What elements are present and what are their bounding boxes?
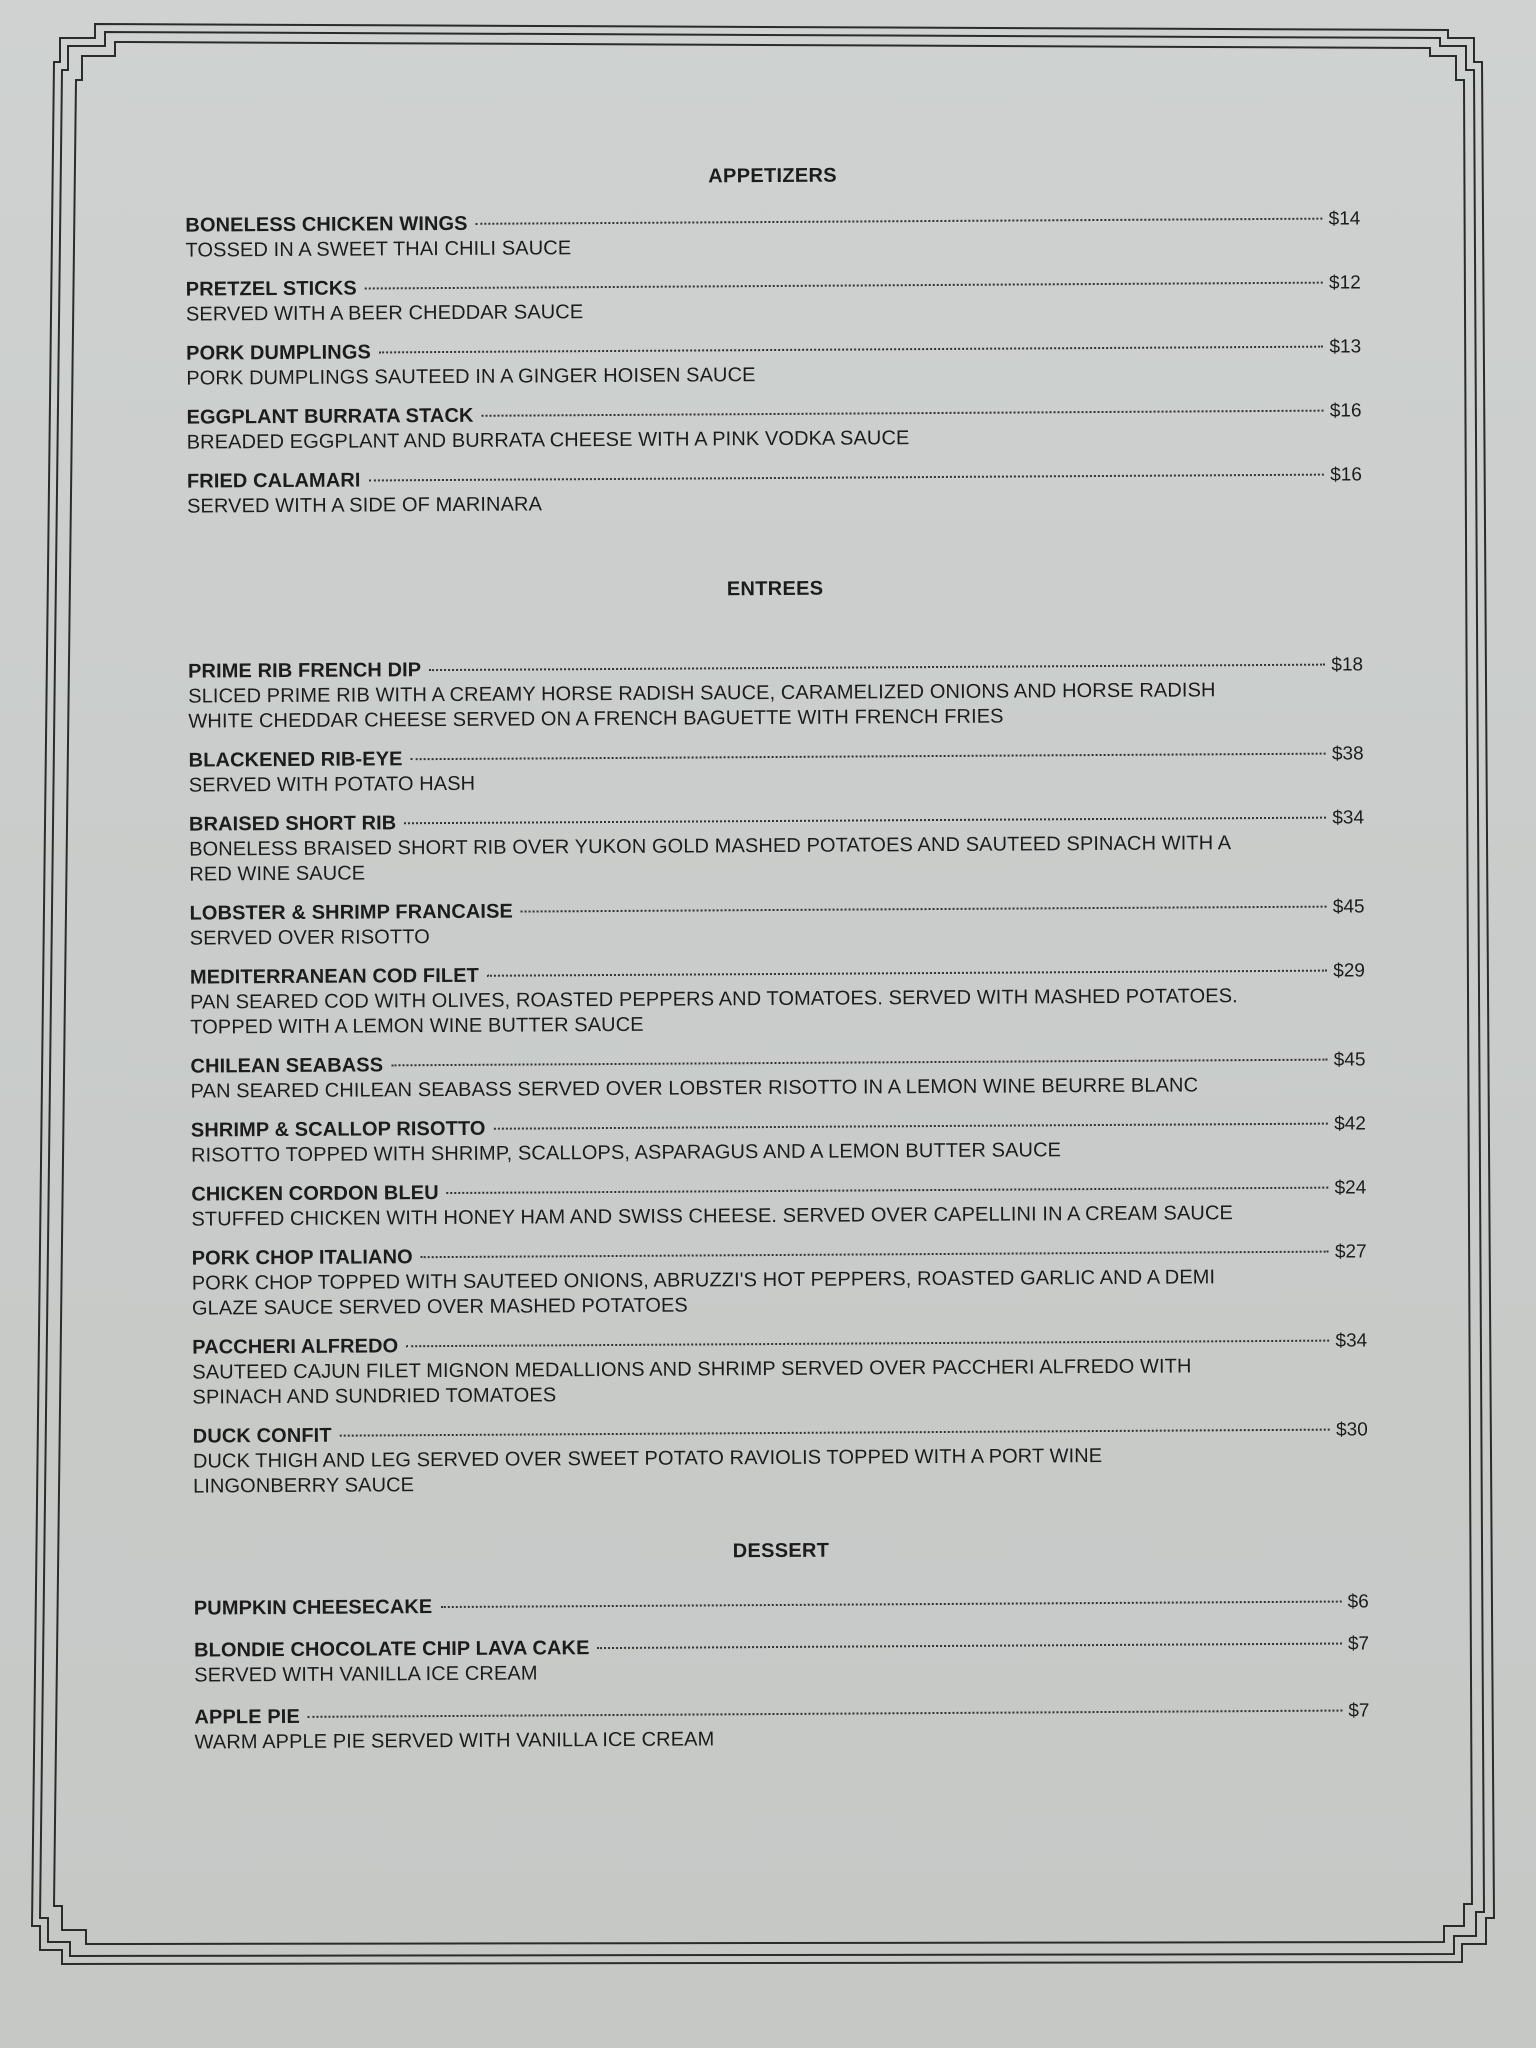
- menu-item-description: SERVED WITH A BEER CHEDDAR SAUCE: [185, 301, 584, 326]
- dotted-leader: [365, 282, 1323, 290]
- menu-item: [186, 398, 1361, 455]
- menu-item-name: PRIME RIB FRENCH DIP: [188, 659, 422, 683]
- menu-item-description: TOSSED IN A SWEET THAI CHILI SAUCE: [185, 237, 572, 262]
- menu-item-name: FRIED CALAMARI: [186, 469, 361, 493]
- menu-item-price: $13: [1329, 336, 1362, 358]
- menu-section-dessert: [193, 1536, 1369, 1755]
- menu-item: [188, 652, 1363, 734]
- menu-item-price: $34: [1335, 1330, 1368, 1352]
- menu-item-description: PORK DUMPLINGS SAUTEED IN A GINGER HOISEN SAUCE: [186, 364, 756, 390]
- menu-item: [194, 1698, 1369, 1755]
- menu-item-name: CHILEAN SEABASS: [190, 1054, 384, 1078]
- menu-item: [186, 270, 1361, 327]
- menu-item-description: SERVED WITH A SIDE OF MARINARA: [187, 493, 543, 518]
- menu-item-description: PAN SEARED COD WITH OLIVES, ROASTED PEPPERS AND TOMATOES. SERVED WITH MASHED POTATOES. TOPPED WITH A LEMON WINE BUTTER SAUCE: [190, 985, 1238, 1039]
- menu-item-price: $27: [1334, 1241, 1367, 1263]
- menu-item: [187, 462, 1362, 519]
- menu-item-description: SAUTEED CAJUN FILET MIGNON MEDALLIONS AND SHRIMP SERVED OVER PACCHERI ALFREDO WITH SPINACH AND SUNDRIED TOMATOES: [192, 1355, 1192, 1409]
- menu-item: [194, 1589, 1369, 1621]
- menu-item-price: $14: [1328, 208, 1361, 230]
- menu-item-price: $30: [1335, 1419, 1368, 1441]
- dotted-leader: [487, 970, 1327, 977]
- menu-item-price: $38: [1331, 743, 1364, 765]
- dotted-leader: [340, 1429, 1330, 1437]
- menu-item-description: SERVED OVER RISOTTO: [189, 926, 430, 950]
- section-title: APPETIZERS: [708, 164, 837, 188]
- dotted-leader: [521, 906, 1327, 913]
- section-title: DESSERT: [732, 1539, 830, 1563]
- menu-item-name: PRETZEL STICKS: [185, 277, 357, 301]
- menu-item-name: BLONDIE CHOCOLATE CHIP LAVA CAKE: [193, 1637, 590, 1662]
- dotted-leader: [404, 817, 1326, 825]
- menu-item-price: $34: [1332, 807, 1365, 829]
- menu-item: [193, 1417, 1368, 1499]
- menu-item-price: $45: [1333, 1049, 1366, 1071]
- menu-item: [192, 1328, 1367, 1410]
- menu-item-description: WARM APPLE PIE SERVED WITH VANILLA ICE CREAM: [194, 1728, 715, 1754]
- dotted-leader: [429, 664, 1325, 671]
- menu-item-price: $24: [1334, 1177, 1367, 1199]
- menu-item: [192, 1239, 1367, 1321]
- menu-item-price: $42: [1334, 1113, 1366, 1135]
- dotted-leader: [308, 1710, 1342, 1718]
- menu-item-name: APPLE PIE: [194, 1705, 300, 1729]
- menu-item-name: BRAISED SHORT RIB: [188, 812, 397, 836]
- menu-item: [190, 1047, 1365, 1104]
- menu-item: [189, 805, 1364, 887]
- menu-section-appetizers: [185, 161, 1362, 519]
- menu-item-price: $16: [1329, 400, 1362, 422]
- menu-item-name: BONELESS CHICKEN WINGS: [185, 212, 468, 237]
- menu-item: [186, 334, 1361, 391]
- dotted-leader: [369, 474, 1325, 482]
- menu-item-name: PACCHERI ALFREDO: [192, 1335, 399, 1359]
- menu-item-price: $29: [1333, 960, 1365, 982]
- menu-item-price: $12: [1328, 272, 1361, 294]
- menu-item-description: BONELESS BRAISED SHORT RIB OVER YUKON GOLD MASHED POTATOES AND SAUTEED SPINACH WITH A RED WINE SAUCE: [189, 832, 1231, 886]
- menu-item-name: SHRIMP & SCALLOP RISOTTO: [190, 1117, 486, 1142]
- menu-item-name: PORK DUMPLINGS: [186, 341, 371, 365]
- menu-item-line: [194, 1589, 1369, 1621]
- menu-item-name: PORK CHOP ITALIANO: [191, 1246, 413, 1270]
- menu-item-price: $6: [1347, 1591, 1369, 1613]
- dotted-leader: [597, 1643, 1341, 1650]
- menu-item-description: PORK CHOP TOPPED WITH SAUTEED ONIONS, ABRUZZI'S HOT PEPPERS, ROASTED GARLIC AND A DEMI GLAZE SAUCE SERVED OVER MASHED POTATOES: [191, 1266, 1216, 1320]
- menu-item-description: SERVED WITH POTATO HASH: [188, 772, 476, 797]
- dotted-leader: [391, 1059, 1328, 1067]
- dotted-leader: [476, 218, 1323, 225]
- dotted-leader: [440, 1601, 1341, 1609]
- menu-item: [189, 894, 1364, 951]
- menu-item: [191, 1175, 1366, 1232]
- menu-item-name: LOBSTER & SHRIMP FRANCAISE: [189, 900, 513, 925]
- dotted-leader: [494, 1123, 1329, 1130]
- dotted-leader: [379, 346, 1324, 354]
- menu-item: [189, 741, 1364, 798]
- menu-item-price: $16: [1330, 464, 1362, 486]
- menu-item-description: STUFFED CHICKEN WITH HONEY HAM AND SWISS CHEESE. SERVED OVER CAPELLINI IN A CREAM SAUCE: [191, 1202, 1233, 1231]
- menu-item-description: BREADED EGGPLANT AND BURRATA CHEESE WITH A PINK VODKA SAUCE: [186, 427, 910, 454]
- menu-item-description: SLICED PRIME RIB WITH A CREAMY HORSE RADISH SAUCE, CARAMELIZED ONIONS AND HORSE RADISH WHITE CHEDDAR CHEESE SERVED ON A FRENCH BAGUETTE WITH FRENCH FRIES: [188, 679, 1216, 733]
- dotted-leader: [421, 1251, 1329, 1259]
- dotted-leader: [406, 1340, 1329, 1348]
- menu-item: [185, 206, 1360, 263]
- menu-item: [194, 1631, 1369, 1688]
- menu-item-name: BLACKENED RIB-EYE: [188, 748, 403, 772]
- menu-item-name: DUCK CONFIT: [192, 1424, 332, 1448]
- menu-item-name: CHICKEN CORDON BLEU: [191, 1182, 439, 1206]
- menu-item: [191, 1111, 1366, 1168]
- menu-item-name: PUMPKIN CHEESECAKE: [193, 1596, 433, 1620]
- section-title: ENTREES: [726, 577, 824, 601]
- menu-item-description: DUCK THIGH AND LEG SERVED OVER SWEET POTATO RAVIOLIS TOPPED WITH A PORT WINE LINGONBERRY SAUCE: [192, 1445, 1103, 1498]
- dotted-leader: [411, 753, 1326, 761]
- menu-item-name: MEDITERRANEAN COD FILET: [189, 964, 479, 989]
- menu-item: [190, 958, 1365, 1040]
- menu-item-price: $45: [1332, 896, 1365, 918]
- menu-content: [185, 161, 1370, 1772]
- menu-item-price: $18: [1331, 654, 1364, 676]
- menu-item-price: $7: [1348, 1700, 1370, 1722]
- dotted-leader: [447, 1187, 1329, 1194]
- menu-item-description: RISOTTO TOPPED WITH SHRIMP, SCALLOPS, ASPARAGUS AND A LEMON BUTTER SAUCE: [190, 1139, 1062, 1167]
- menu-item-description: PAN SEARED CHILEAN SEABASS SERVED OVER LOBSTER RISOTTO IN A LEMON WINE BEURRE BLANC: [190, 1074, 1199, 1103]
- menu-item-name: EGGPLANT BURRATA STACK: [186, 404, 474, 429]
- menu-item-price: $7: [1347, 1633, 1370, 1655]
- menu-item-description: SERVED WITH VANILLA ICE CREAM: [194, 1662, 538, 1687]
- dotted-leader: [482, 410, 1324, 417]
- menu-section-entrees: [188, 574, 1369, 1499]
